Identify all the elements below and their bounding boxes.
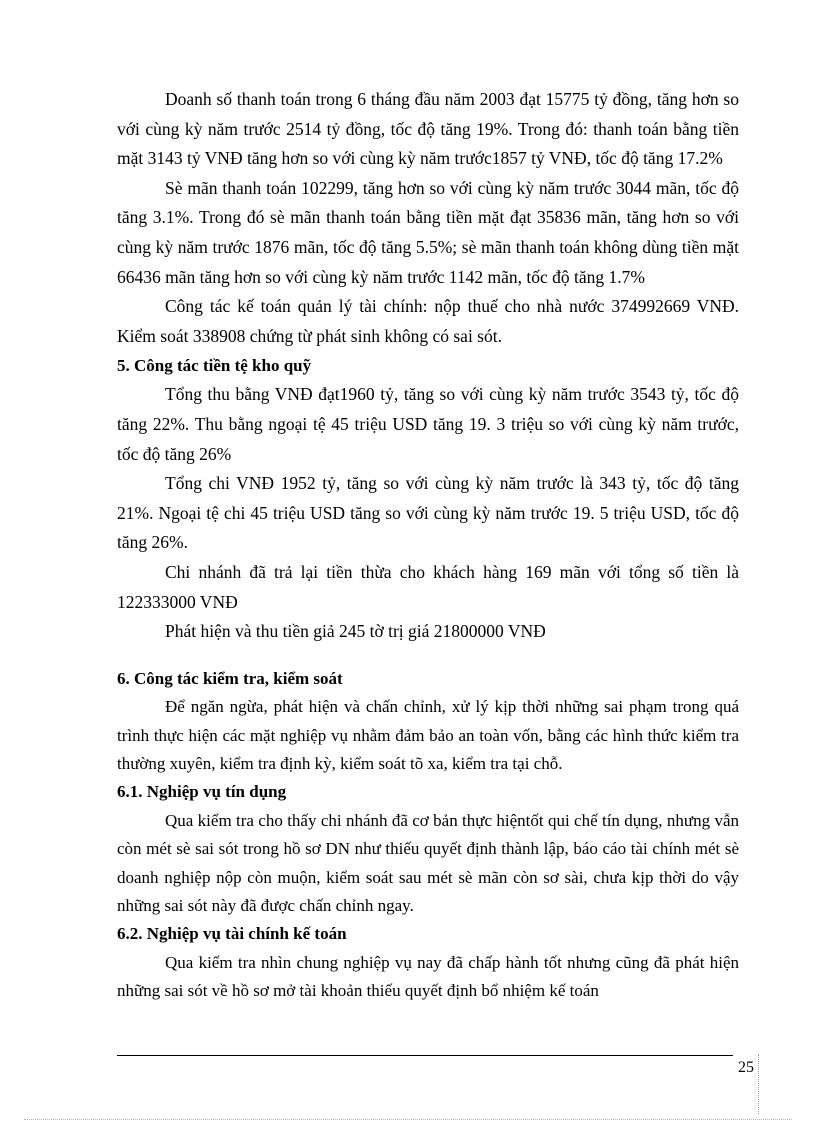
section-6-heading: 6. Công tác kiểm tra, kiểm soát [117,668,343,688]
section-6-1-heading: 6.1. Nghiệp vụ tín dụng [117,782,287,802]
paragraph-counterfeit: Phát hiện và thu tiền giả 245 tờ trị giá 21800000 VNĐ [165,621,546,642]
paragraph-credit: Qua kiểm tra cho thấy chi nhánh đã cơ bản thực hiệntốt qui chế tín dụng, nhưng vẫn còn mét sè sai sót trong hồ sơ DN như thiếu quyết định thành lập, báo cáo tài chính mét sè doanh nghiệp nộp còn muộn, kiểm soát sau mét sè mãn còn sơ sài, chưa kịp thời do vậy những sai sót này đã được chấn chỉnh ngay. [117,810,739,915]
section-spacer [117,647,739,665]
paragraph-inspection: Để ngăn ngừa, phát hiện và chấn chỉnh, xử lý kịp thời những sai phạm trong quá trình thực hiện các mặt nghiệp vụ nhằm đảm bảo an toàn vốn, bằng các hình thức kiểm tra thường xuyên, kiểm tra định kỳ, kiểm soát tõ xa, kiểm tra tại chỗ. [117,697,739,773]
paragraph-finance-accounting: Qua kiểm tra nhìn chung nghiệp vụ nay đã chấp hành tốt nhưng cũng đã phát hiện những sai sót về hồ sơ mở tài khoản thiếu quyết định bổ nhiệm kế toán [117,952,739,1001]
section-5-heading: 5. Công tác tiền tệ kho quỹ [117,356,312,376]
footer-margin-line [758,1054,759,1114]
page-number: 25 [738,1059,754,1076]
paragraph-payment-count: Sè mãn thanh toán 102299, tăng hơn so với cùng kỳ năm trước 3044 mãn, tốc độ tăng 3.1%. Trong đó sè mãn thanh toán bằng tiền mặt đạt 35836 mãn, tăng hơn so với cùng kỳ năm trước 1876 mãn, tốc độ tăng 5.5%; sè mãn thanh toán không dùng tiền mặt 66436 mãn tăng hơn so với cùng kỳ năm trước 1142 mãn, tốc độ tăng 1.7% [117,177,739,287]
paragraph-refund: Chi nhánh đã trả lại tiền thừa cho khách hàng 169 mãn với tổng số tiền là 122333000 VNĐ [117,561,739,612]
footer-divider [117,1055,733,1056]
paragraph-total-expense: Tổng chi VNĐ 1952 tỷ, tăng so với cùng kỳ năm trước là 343 tỷ, tốc độ tăng 21%. Ngoại tệ chi 45 triệu USD tăng so với cùng kỳ năm trước 19. 5 triệu USD, tốc độ tăng 26%. [117,473,739,553]
section-6-2-heading: 6.2. Nghiệp vụ tài chính kế toán [117,924,347,944]
paragraph-accounting: Công tác kế toán quản lý tài chính: nộp thuế cho nhà nước 374992669 VNĐ. Kiểm soát 338908 chứng từ phát sinh không có sai sót. [117,296,739,346]
page-content [117,85,739,1006]
paragraph-payment-revenue: Doanh số thanh toán trong 6 tháng đầu năm 2003 đạt 15775 tỷ đồng, tăng hơn so với cùng kỳ năm trước 2514 tỷ đồng, tốc độ tăng 19%. Trong đó: thanh toán bằng tiền mặt 3143 tỷ VNĐ tăng hơn so với cùng kỳ năm trước1857 tỷ VNĐ, tốc độ tăng 17.2% [117,89,739,169]
paragraph-total-income: Tổng thu bằng VNĐ đạt1960 tỷ, tăng so với cùng kỳ năm trước 3543 tỷ, tốc độ tăng 22%. Thu bằng ngoại tệ 45 triệu USD tăng 19. 3 triệu so với cùng kỳ năm trước, tốc độ tăng 26% [117,384,739,464]
page-bottom-border [24,1119,792,1120]
